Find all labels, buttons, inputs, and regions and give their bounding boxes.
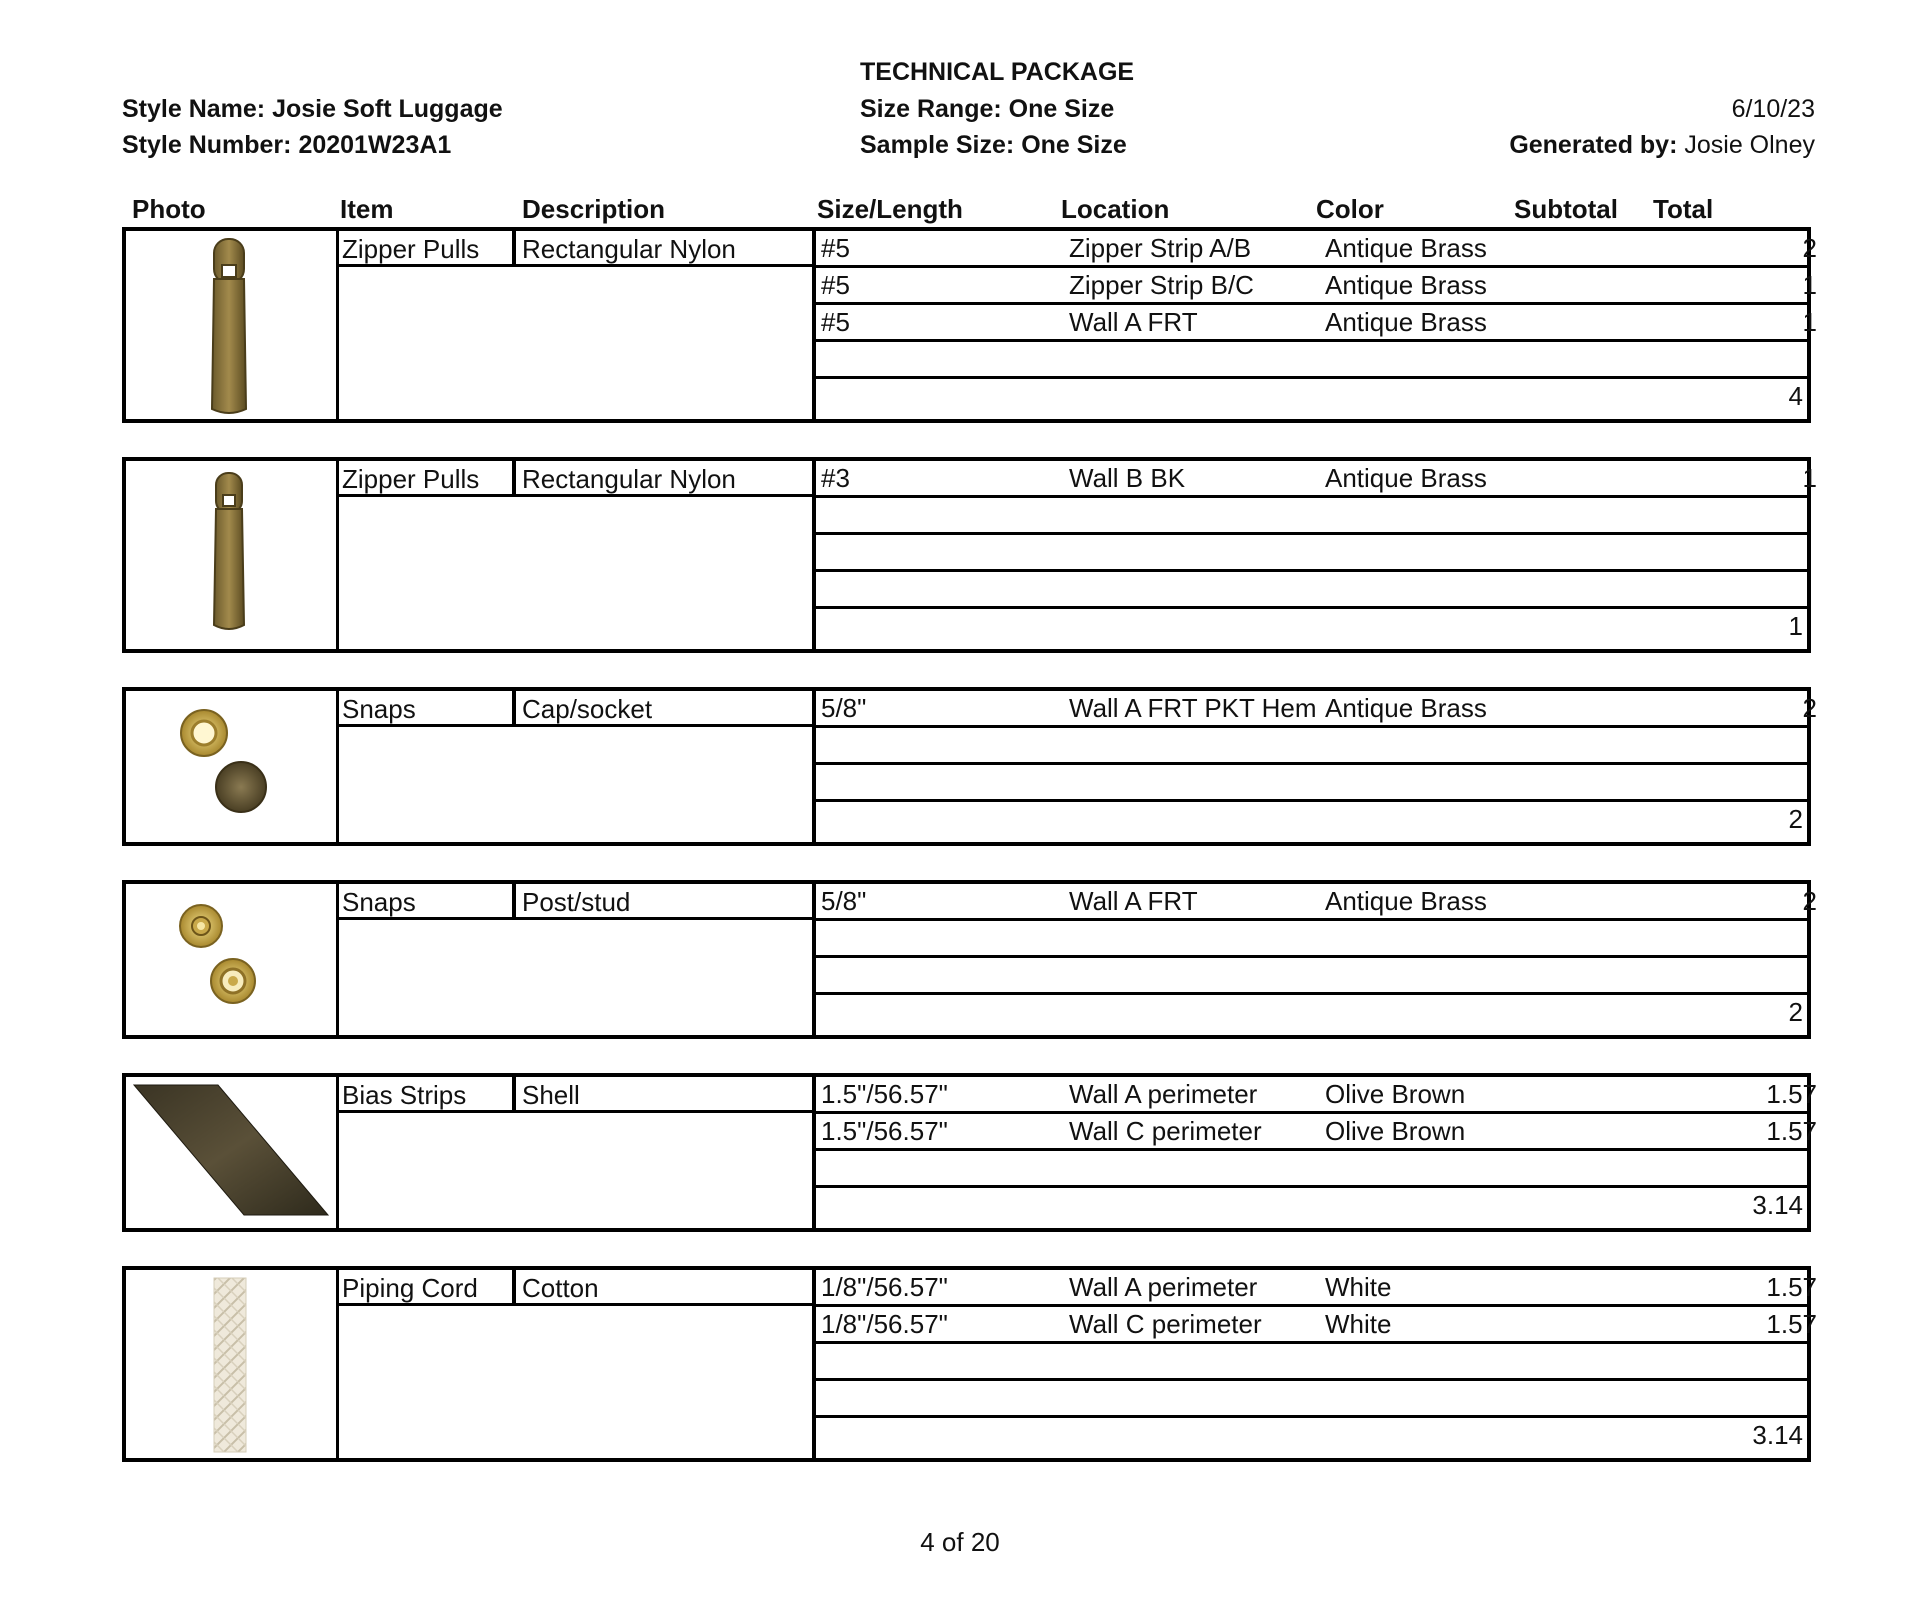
trim-block-zipper-pulls-2 [122,457,1817,653]
item-name: Zipper Pulls [342,464,480,494]
description-cell [516,691,812,727]
size-value: #5 [821,233,850,263]
item-description: Rectangular Nylon [522,234,736,264]
snap-post-stud-icon [126,884,336,1035]
date-value: 6/10/23 [1731,95,1815,123]
description-cell [516,231,812,267]
photo-cell [126,691,339,842]
location-value: Wall A perimeter [1069,1079,1258,1109]
date [1732,94,1815,124]
table-row [815,1270,1817,1307]
color-value: Olive Brown [1325,1079,1466,1109]
size-value: 1/8"/56.57" [821,1272,948,1302]
table-row [815,231,1817,268]
table-row [815,958,1807,995]
table-row [815,535,1807,572]
color-value: Antique Brass [1325,463,1487,493]
size-value: 1/8"/56.57" [821,1309,948,1339]
col-total: Total [1653,194,1714,224]
item-area [336,884,816,1035]
col-description: Description [522,194,666,224]
subtotal-value: 1 [1802,463,1817,493]
detail-rows [815,1077,1817,1228]
total-row [815,995,1807,1032]
item-area [336,461,816,649]
table-row [815,691,1817,728]
size-range-value: One Size [1008,95,1115,123]
color-value: Olive Brown [1325,1116,1466,1146]
size-value: 1.5"/56.57" [821,1079,948,1109]
style-name [122,94,503,124]
size-value: 1.5"/56.57" [821,1116,948,1146]
subtotal-value: 2 [1802,886,1817,916]
style-number-value: 20201W23A1 [298,131,452,159]
total-value: 1 [1788,611,1803,641]
item-name: Snaps [342,887,416,917]
color-value: White [1325,1309,1392,1339]
total-value: 2 [1788,997,1803,1027]
detail-rows [815,461,1817,649]
table-row [815,1381,1807,1418]
table-row [815,305,1817,342]
generated-by [1509,130,1815,160]
table-row [815,572,1807,609]
table-row [815,884,1817,921]
description-cell [516,461,812,497]
color-value: Antique Brass [1325,307,1487,337]
total-row [815,609,1807,646]
total-row [815,802,1807,839]
color-value: Antique Brass [1325,270,1487,300]
size-value: 5/8" [821,886,867,916]
style-number-label: Style Number: [122,131,292,159]
table-row [815,1077,1817,1114]
sample-size-label: Sample Size: [860,131,1015,159]
total-value: 3.14 [1752,1190,1803,1220]
zipper-pull-icon [126,461,336,649]
location-value: Wall A FRT [1069,886,1198,916]
total-row [815,1188,1807,1225]
table-row [815,728,1807,765]
description-cell [516,884,812,920]
photo-cell [126,461,339,649]
table-row [815,1344,1807,1381]
subtotal-value: 2 [1802,233,1817,263]
location-value: Zipper Strip A/B [1069,233,1252,263]
item-description: Post/stud [522,887,631,917]
subtotal-value: 1.57 [1766,1309,1817,1339]
col-size-length: Size/Length [817,194,963,224]
location-value: Zipper Strip B/C [1069,270,1254,300]
color-value: Antique Brass [1325,693,1487,723]
trim-block-snaps-post [122,880,1817,1039]
location-value: Wall A FRT PKT Hem [1069,693,1317,723]
table-row [815,1307,1817,1344]
sample-size-value: One Size [1021,131,1127,159]
location-value: Wall C perimeter [1069,1116,1262,1146]
table-row [815,765,1807,802]
trim-block-zipper-pulls-1 [122,227,1817,423]
col-item: Item [340,194,394,224]
item-name: Zipper Pulls [342,234,480,264]
size-value: 5/8" [821,693,867,723]
bias-strip-icon [126,1077,336,1228]
subtotal-value: 1.57 [1766,1079,1817,1109]
generated-by-value: Josie Olney [1684,131,1815,159]
location-value: Wall A FRT [1069,307,1198,337]
table-row [815,921,1807,958]
item-area [336,691,816,842]
item-area [336,1077,816,1228]
total-row [815,1418,1807,1455]
photo-cell [126,1270,339,1458]
col-location: Location [1061,194,1170,224]
subtotal-value: 1.57 [1766,1272,1817,1302]
size-value: #5 [821,307,850,337]
detail-rows [815,691,1817,842]
description-cell [516,1270,812,1306]
table-row [815,342,1807,379]
snap-cap-socket-icon [126,691,336,842]
detail-rows [815,231,1817,419]
col-color: Color [1316,194,1384,224]
detail-rows [815,1270,1817,1458]
location-value: Wall A perimeter [1069,1272,1258,1302]
total-row [815,379,1807,416]
subtotal-value: 1 [1802,307,1817,337]
table-row [815,498,1807,535]
page-title: TECHNICAL PACKAGE [860,58,1135,86]
page-number: 4 of 20 [920,1527,1000,1557]
table-row [815,1114,1817,1151]
item-area [336,1270,816,1458]
color-value: Antique Brass [1325,233,1487,263]
size-range-label: Size Range: [860,95,1002,123]
color-value: Antique Brass [1325,886,1487,916]
item-name: Bias Strips [342,1080,467,1110]
style-name-label: Style Name: [122,95,266,123]
item-name: Piping Cord [342,1273,478,1303]
item-cell [336,1270,516,1306]
item-cell [336,461,516,497]
sample-size [860,130,1127,160]
description-cell [516,1077,812,1113]
zipper-pull-icon [126,231,336,419]
detail-rows [815,884,1817,1035]
subtotal-value: 1 [1802,270,1817,300]
trim-block-piping-cord [122,1266,1817,1462]
generated-by-label: Generated by: [1509,131,1678,159]
item-description: Shell [522,1080,580,1110]
total-value: 2 [1788,804,1803,834]
item-description: Cap/socket [522,694,653,724]
size-value: #3 [821,463,850,493]
item-cell [336,884,516,920]
item-description: Cotton [522,1273,599,1303]
item-name: Snaps [342,694,416,724]
photo-cell [126,884,339,1035]
total-value: 3.14 [1752,1420,1803,1450]
piping-cord-icon [126,1270,336,1458]
item-description: Rectangular Nylon [522,464,736,494]
col-subtotal: Subtotal [1514,194,1618,224]
table-row [815,1151,1807,1188]
subtotal-value: 2 [1802,693,1817,723]
photo-cell [126,231,339,419]
style-name-value: Josie Soft Luggage [272,95,503,123]
table-row [815,461,1817,498]
color-value: White [1325,1272,1392,1302]
item-cell [336,691,516,727]
location-value: Wall B BK [1069,463,1186,493]
style-number [122,130,451,160]
subtotal-value: 1.57 [1766,1116,1817,1146]
size-range [860,94,1115,124]
table-row [815,268,1817,305]
trim-block-bias-strips [122,1073,1817,1232]
item-cell [336,1077,516,1113]
col-photo: Photo [132,194,206,224]
item-area [336,231,816,419]
location-value: Wall C perimeter [1069,1309,1262,1339]
total-value: 4 [1788,381,1803,411]
trim-block-snaps-cap [122,687,1817,846]
size-value: #5 [821,270,850,300]
photo-cell [126,1077,339,1228]
item-cell [336,231,516,267]
